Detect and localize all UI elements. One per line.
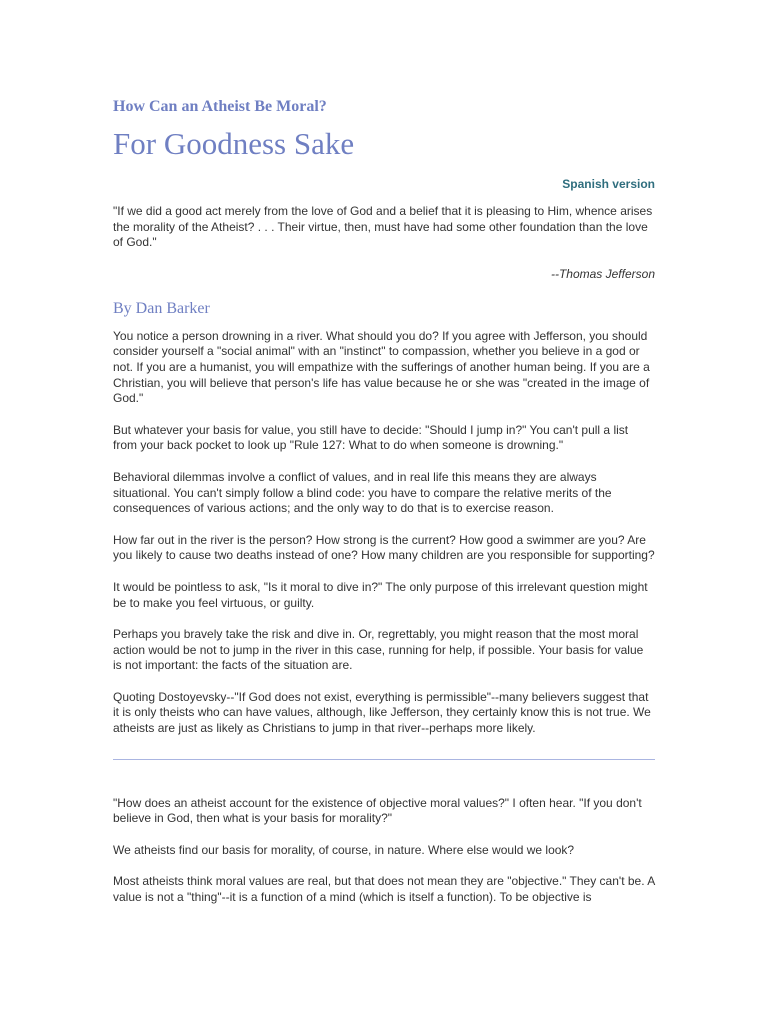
epigraph-attribution: --Thomas Jefferson bbox=[550, 266, 655, 281]
author-byline: By Dan Barker bbox=[113, 299, 210, 317]
body-paragraph: But whatever your basis for value, you still have to decide: "Should I jump in?" You can't pull a list from your back pocket to look up "Rule 127: What to do when someone is drowning." bbox=[113, 422, 629, 453]
body-paragraph: Behavioral dilemmas involve a conflict of values, and in real life this means they are always situational. You can't simply follow a blind code: you have to compare the relative merits of the consequences of various actions; and the only way to do that is to exercise reason. bbox=[113, 469, 612, 516]
article-title: For Goodness Sake bbox=[113, 126, 355, 161]
article bbox=[113, 96, 655, 906]
article-subtitle: How Can an Atheist Be Moral? bbox=[113, 98, 327, 115]
epigraph-quote: "If we did a good act merely from the love of God and a belief that it is pleasing to Him, whence arises the morality of the Atheist? . . . Their virtue, then, must have had some other foundation than the love of God." bbox=[113, 204, 653, 250]
spanish-version-link[interactable]: Spanish version bbox=[562, 177, 655, 191]
body-paragraph: It would be pointless to ask, "Is it moral to dive in?" The only purpose of this irrelevant question might be to make you feel virtuous, or guilty. bbox=[113, 579, 648, 610]
body-paragraph: Quoting Dostoyevsky--"If God does not exist, everything is permissible"--many believers suggest that it is only theists who can have values, although, like Jefferson, they certainly know this is not true. We atheists are just as likely as Christians to jump in that river--perhaps more likely. bbox=[113, 689, 651, 736]
body-paragraph: Most atheists think moral values are real, but that does not mean they are "objective." They can't be. A value is not a "thing"--it is a function of a mind (which is itself a function). To be objective is bbox=[113, 874, 655, 905]
body-paragraph: You notice a person drowning in a river. What should you do? If you agree with Jefferson, you should consider yourself a "social animal" with an "instinct" to compassion, whether you believe in a god or not. If you are a humanist, you will empathize with the sufferings of another human being. If you are a Christian, you will believe that person's life has value because he or she was "created in the image of God." bbox=[113, 328, 650, 406]
section-divider bbox=[113, 759, 655, 760]
body-paragraph: We atheists find our basis for morality, of course, in nature. Where else would we look? bbox=[113, 842, 575, 857]
body-paragraph: Perhaps you bravely take the risk and dive in. Or, regrettably, you might reason that the most moral action would be not to jump in the river in this case, running for help, if possible. Your basis for value is not important: the facts of the situation are. bbox=[113, 627, 644, 673]
body-paragraph: "How does an atheist account for the existence of objective moral values?" I often hear. "If you don't believe in God, then what is your basis for morality?" bbox=[113, 795, 642, 826]
body-paragraph: How far out in the river is the person? How strong is the current? How good a swimmer are you? Are you likely to cause two deaths instead of one? How many children are you responsible for supporting? bbox=[113, 532, 655, 563]
